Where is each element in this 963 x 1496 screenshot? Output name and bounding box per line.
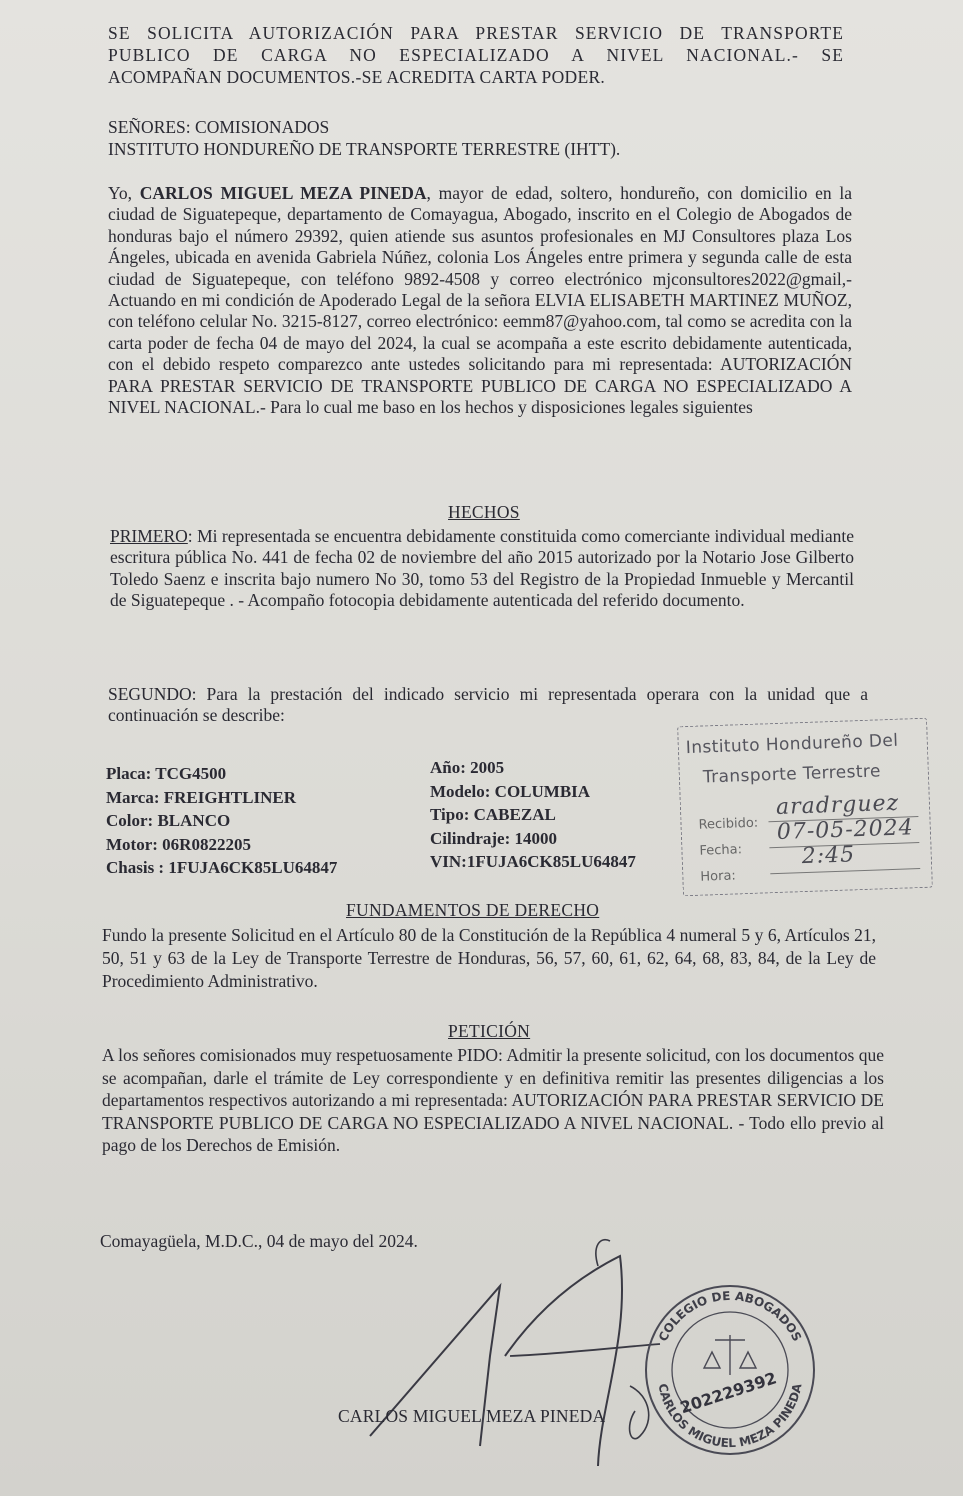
intro-name: CARLOS MIGUEL MEZA PINEDA: [139, 183, 427, 203]
vehicle-chasis: Chasis : 1FUJA6CK85LU64847: [106, 858, 338, 877]
stamp-institution-line-2: Transporte Terrestre: [702, 761, 882, 788]
intro-paragraph: [108, 183, 852, 418]
vehicle-modelo: Modelo: COLUMBIA: [430, 781, 591, 801]
peticion-title: PETICIÓN: [448, 1021, 531, 1041]
primero-text: : Mi representada se encuentra debidamente constituida como comerciante individual mediante escritura pública No. 441 de fecha 02 de noviembre del año 2015 autorizado por la Notario Jose Gilberto Toledo Saenz e inscrita bajo numero No 30, tomo 53 del Registro de la Propiedad Inmueble y Mercantil de Siguatepeque . - Acompaño fotocopia debidamente autenticada del referido documento.: [110, 526, 854, 611]
vehicle-tipo: Tipo: CABEZAL: [430, 805, 556, 824]
stamp-fecha-label: Fecha:: [699, 842, 743, 859]
seal-top-text: COLEGIO DE ABOGADOS: [655, 1288, 805, 1344]
vehicle-left-column: [106, 762, 337, 880]
peticion-paragraph: A los señores comisionados muy respetuosamente PIDO: Admitir la presente solicitud, con los documentos que se acompañan, darle el trámite de Ley correspondiente y en definitiva remitir las presentes diligencias a los departamentos respectivos autorizando a mi representada: AUTORIZACIÓN PARA PRESTAR SERVICIO DE TRANSPORTE PUBLICO DE CARGA NO ESPECIALIZADO A NIVEL NACIONAL. - Todo ello previo al pago de los Derechos de Emisión.: [102, 1045, 884, 1155]
vehicle-vin: VIN:1FUJA6CK85LU64847: [430, 852, 636, 871]
subject-line-3: ACOMPAÑAN DOCUMENTOS.-SE ACREDITA CARTA PODER.: [108, 67, 606, 87]
fundamentos-paragraph: Fundo la presente Solicitud en el Artículo 80 de la Constitución de la República 4 numeral 5 y 6, Artículos 21, 50, 51 y 63 de la Ley de Transporte Terrestre de Honduras, 56, 57, 60, 61, 62, 64, 68, 83, 84, de la Ley de Procedimiento Administrativo.: [102, 925, 876, 991]
addressee-line-1: SEÑORES: COMISIONADOS: [108, 117, 330, 137]
stamp-fecha-value: 07-05-2024: [776, 815, 915, 845]
place-date: Comayagüela, M.D.C., 04 de mayo del 2024.: [100, 1231, 418, 1251]
stamp-recibido-value: aradrguez: [775, 790, 900, 821]
stamp-hora-label: Hora:: [700, 868, 737, 885]
stamp-hora-value: 2:45: [801, 842, 856, 870]
stamp-institution-line-1: Instituto Hondureño Del: [685, 730, 899, 759]
seal-bottom-text: CARLOS MIGUEL MEZA PINEDA: [655, 1382, 805, 1451]
fundamentos-title: FUNDAMENTOS DE DERECHO: [346, 900, 600, 920]
subject-line-2: PUBLICO DE CARGA NO ESPECIALIZADO A NIVEL NACIONAL.- SE: [108, 45, 844, 65]
seal-number: 202229392: [677, 1368, 779, 1418]
reception-stamp: [677, 718, 933, 897]
primero-paragraph: [110, 526, 854, 612]
vehicle-color: Color: BLANCO: [106, 811, 231, 830]
addressee-line-2: INSTITUTO HONDUREÑO DE TRANSPORTE TERRESTRE (IHTT).: [108, 139, 621, 159]
stamp-recibido-label: Recibido:: [698, 815, 759, 833]
signature-scribble: [330, 1236, 690, 1466]
vehicle-placa: Placa: TCG4500: [106, 764, 227, 783]
intro-yo: Yo,: [108, 183, 133, 203]
lawyer-seal: [640, 1280, 820, 1460]
hechos-title: HECHOS: [448, 502, 520, 522]
vehicle-anio: Año: 2005: [430, 758, 505, 777]
signer-name: CARLOS MIGUEL MEZA PINEDA: [338, 1406, 606, 1426]
segundo-paragraph: SEGUNDO: Para la prestación del indicado servicio mi representada operara con la unidad que a continuación se describe:: [108, 684, 868, 726]
vehicle-marca: Marca: FREIGHTLINER: [106, 787, 296, 807]
vehicle-motor: Motor: 06R0822205: [106, 834, 251, 854]
intro-rest: , mayor de edad, soltero, hondureño, con domicilio en la ciudad de Siguatepeque, departamento de Comayagua, Abogado, inscrito en el Colegio de Abogados de honduras bajo el número 29392, quien atiende sus asuntos profesionales en MJ Consultores plaza Los Ángeles, ubicada en avenida Gabriela Núñez, colonia Los Ángeles entre primera y segunda calle de esta ciudad de Siguatepeque, con teléfono 9892-4508 y correo electrónico mjconsultores2022@gmail,-Actuando en mi condición de Apoderado Legal de la señora ELVIA ELISABETH MARTINEZ MUÑOZ, con teléfono celular No. 3215-8127, correo electrónico: eemm87@yahoo.com, tal como se acredita con la carta poder de fecha 04 de mayo del 2024, la cual se acompaña a este escrito debidamente autenticada, con el debido respeto comparezco ante ustedes solicitando para mi representada: AUTORIZACIÓN PARA PRESTAR SERVICIO DE TRANSPORTE PUBLICO DE CARGA NO ESPECIALIZADO A NIVEL NACIONAL.- Para lo cual me baso en los hechos y disposiciones legales siguientes: [108, 183, 852, 418]
primero-label: PRIMERO: [110, 526, 188, 546]
vehicle-right-column: [430, 756, 636, 874]
addressee-block: [108, 116, 620, 160]
vehicle-cilindraje: Cilindraje: 14000: [430, 828, 558, 848]
scales-icon: [704, 1335, 756, 1375]
subject-line-1: SE SOLICITA AUTORIZACIÓN PARA PRESTAR SERVICIO DE TRANSPORTE: [108, 23, 844, 43]
subject-block: [108, 22, 844, 88]
